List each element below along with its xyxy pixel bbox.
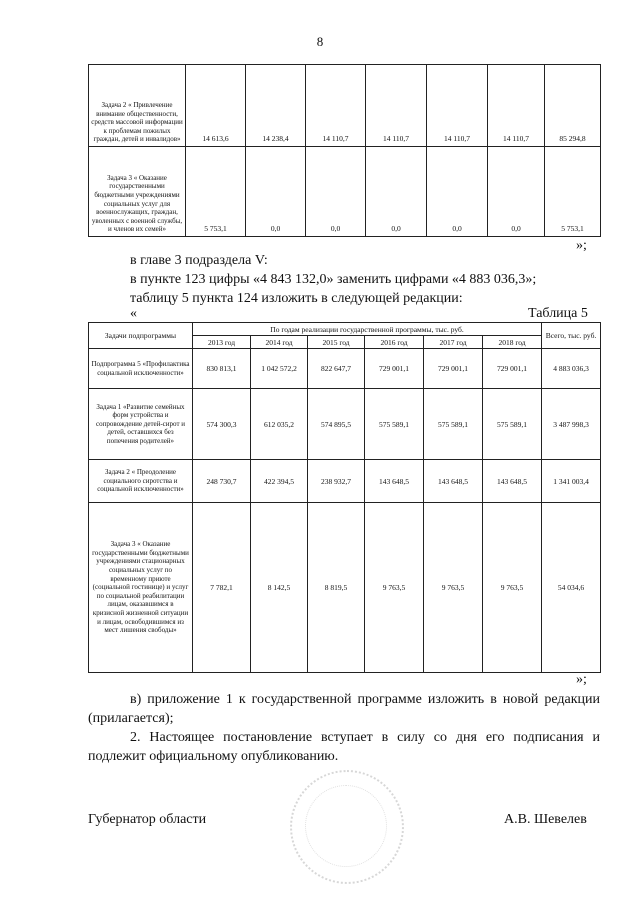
header-years: По годам реализации государственной программы, тыс. руб.	[193, 323, 542, 336]
cell-value: 574 300,3	[193, 389, 251, 460]
closing-quote: »;	[576, 238, 587, 253]
cell-value: 143 648,5	[483, 460, 542, 503]
paragraph-table-5: таблицу 5 пункта 124 изложить в следующей редакции:	[130, 291, 463, 306]
cell-value: 14 110,7	[427, 65, 488, 147]
cell-value: 7 782,1	[193, 503, 251, 673]
open-quote: «	[130, 306, 137, 321]
table-continuation	[88, 64, 601, 237]
cell-value: 0,0	[427, 147, 488, 237]
cell-total: 4 883 036,3	[542, 349, 601, 389]
seal-stamp-inner	[305, 785, 387, 867]
paragraph-effective: 2. Настоящее постановление вступает в силу со дня его подписания и подлежит официальному опубликованию.	[88, 730, 600, 764]
table-row	[89, 503, 601, 673]
header-total: Всего, тыс. руб.	[542, 323, 601, 349]
table-row	[89, 147, 601, 237]
cell-total: 1 341 003,4	[542, 460, 601, 503]
cell-value: 575 589,1	[483, 389, 542, 460]
paragraph-item-123: в пункте 123 цифры «4 843 132,0» заменить цифрами «4 883 036,3»;	[130, 272, 537, 287]
task-label: Задача 2 « Преодоление социального сиротства и социальной исключенности»	[89, 460, 193, 503]
cell-value: 9 763,5	[365, 503, 424, 673]
cell-value: 1 042 572,2	[251, 349, 308, 389]
signature-position: Губернатор области	[88, 812, 207, 827]
cell-value: 575 589,1	[424, 389, 483, 460]
cell-total: 54 034,6	[542, 503, 601, 673]
header-year: 2018 год	[483, 336, 542, 349]
paragraph-appendix: в) приложение 1 к государственной программе изложить в новой редакции (прилагается);	[88, 692, 600, 726]
cell-value: 14 613,6	[186, 65, 246, 147]
cell-value: 9 763,5	[424, 503, 483, 673]
task-label: Подпрограмма 5 «Профилактика социальной исключенности»	[89, 349, 193, 389]
cell-value: 729 001,1	[483, 349, 542, 389]
table-row	[89, 65, 601, 147]
table-row	[89, 389, 601, 460]
cell-value: 248 730,7	[193, 460, 251, 503]
header-year: 2014 год	[251, 336, 308, 349]
paragraph-chapter: в главе 3 подраздела V:	[130, 253, 268, 268]
cell-value: 575 589,1	[365, 389, 424, 460]
task-label: Задача 3 « Оказание государственными бюджетными учреждениями социальных услуг для военнослужащих, граждан, уволенных с военной службы, и членов их семей»	[89, 147, 186, 237]
cell-value: 8 819,5	[308, 503, 365, 673]
header-year: 2013 год	[193, 336, 251, 349]
cell-value: 14 110,7	[488, 65, 545, 147]
cell-value: 729 001,1	[424, 349, 483, 389]
cell-value: 822 647,7	[308, 349, 365, 389]
cell-value: 0,0	[366, 147, 427, 237]
cell-value: 14 238,4	[246, 65, 306, 147]
cell-value: 422 394,5	[251, 460, 308, 503]
header-tasks: Задачи подпрограммы	[89, 323, 193, 349]
cell-value: 0,0	[488, 147, 545, 237]
cell-value: 0,0	[306, 147, 366, 237]
cell-value: 14 110,7	[306, 65, 366, 147]
cell-value: 0,0	[246, 147, 306, 237]
table-row	[89, 349, 601, 389]
cell-total: 3 487 998,3	[542, 389, 601, 460]
cell-value: 14 110,7	[366, 65, 427, 147]
page-number: 8	[316, 34, 324, 49]
cell-value: 8 142,5	[251, 503, 308, 673]
closing-quote: »;	[576, 672, 587, 687]
cell-value: 143 648,5	[424, 460, 483, 503]
cell-value: 9 763,5	[483, 503, 542, 673]
table-row	[89, 460, 601, 503]
cell-value: 5 753,1	[186, 147, 246, 237]
table-caption: Таблица 5	[528, 306, 588, 321]
cell-value: 612 035,2	[251, 389, 308, 460]
cell-value: 830 813,1	[193, 349, 251, 389]
header-year: 2017 год	[424, 336, 483, 349]
task-label: Задача 3 « Оказание государственными бюджетными учреждениями стационарных социальных услуг по временному приюте (социальной гостинице) и услуг по социальной реабилитации лицам, оказавшимся в кризисной жизненной ситуации и лицам, освободившимся из мест лишения свободы»	[89, 503, 193, 673]
header-year: 2016 год	[365, 336, 424, 349]
cell-value: 729 001,1	[365, 349, 424, 389]
task-label: Задача 2 « Привлечение внимание общественности, средств массовой информации к проблемам пожилых граждан, детей и инвалидов»	[89, 65, 186, 147]
cell-value: 238 932,7	[308, 460, 365, 503]
signature-name: А.В. Шевелев	[504, 812, 587, 827]
table-5	[88, 322, 601, 673]
cell-value: 143 648,5	[365, 460, 424, 503]
task-label: Задача 1 «Развитие семейных форм устройства и сопровождение детей-сирот и детей, оставшихся без попечения родителей»	[89, 389, 193, 460]
cell-total: 5 753,1	[545, 147, 601, 237]
cell-value: 574 895,5	[308, 389, 365, 460]
header-year: 2015 год	[308, 336, 365, 349]
cell-total: 85 294,8	[545, 65, 601, 147]
